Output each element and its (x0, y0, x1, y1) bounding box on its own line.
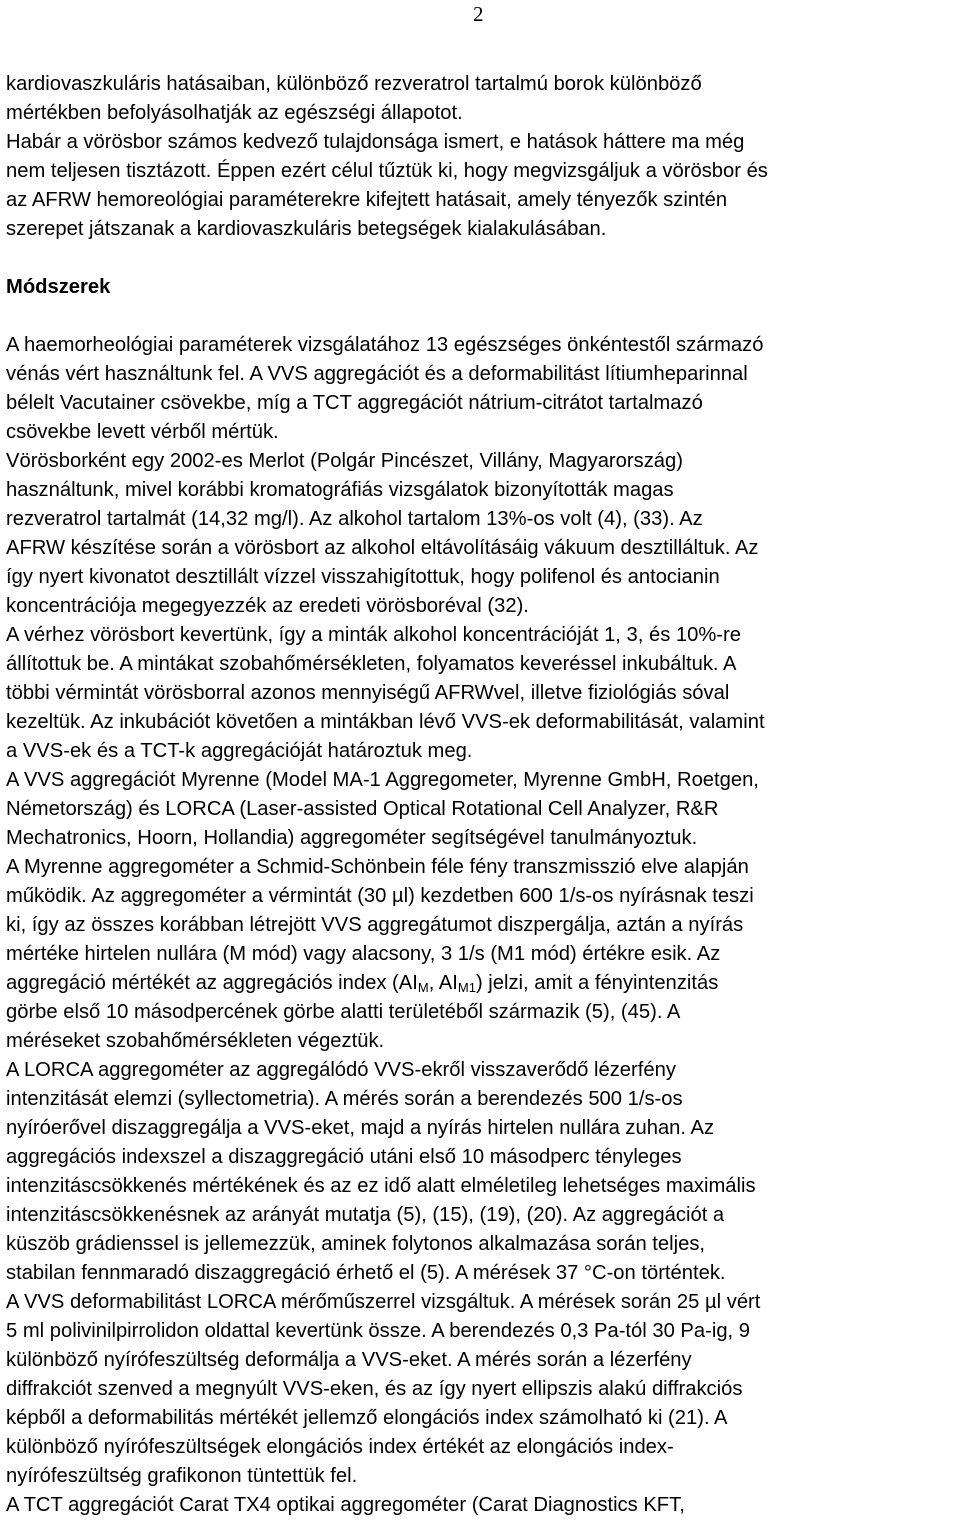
text-line: stabilan fennmaradó diszaggregáció érhető el (5). A mérések 37 °C-on történtek. (6, 1262, 726, 1284)
text-line: a VVS-ek és a TCT-k aggregációját határoztuk meg. (6, 740, 473, 762)
text-line: különböző nyírófeszültség deformálja a VVS-eket. A mérés során a lézerfény (6, 1349, 692, 1371)
index-line-before: aggregáció mértékét az aggregációs index (AI (6, 972, 418, 994)
text-line: működik. Az aggregométer a vérmintát (30 µl) kezdetben 600 1/s-os nyírásnak teszi (6, 885, 754, 907)
text-line: A VVS aggregációt Myrenne (Model MA-1 Aggregometer, Myrenne GmbH, Roetgen, (6, 769, 759, 791)
text-line: ki, így az összes korábban létrejött VVS aggregátumot diszpergálja, aztán a nyírás (6, 914, 744, 936)
text-line: diffrakciót szenved a megnyúlt VVS-eken, és az így nyert ellipszis alakú diffrakciós (6, 1378, 743, 1400)
methods-paragraph-continued (6, 998, 956, 1520)
text-line: görbe első 10 másodpercének görbe alatti területéből származik (5), (45). A (6, 1001, 681, 1023)
text-line: Németország) és LORCA (Laser-assisted Optical Rotational Cell Analyzer, R&R (6, 798, 719, 820)
text-line: képből a deformabilitás mértékét jellemző elongációs index számolható ki (21). A (6, 1407, 728, 1429)
text-line: különböző nyírófeszültségek elongációs index értékét az elongációs index- (6, 1436, 674, 1458)
index-sub-m1: M1 (457, 980, 476, 995)
text-line: aggregációs indexszel a diszaggregáció utáni első 10 másodperc tényleges (6, 1146, 682, 1168)
text-line: A LORCA aggregométer az aggregálódó VVS-ekről visszaverődő lézerfény (6, 1059, 676, 1081)
text-line: A Myrenne aggregométer a Schmid-Schönbein féle fény transzmisszió elve alapján (6, 856, 749, 878)
text-line: intenzitáscsökkenés mértékének és az ez idő alatt elméletileg lehetséges maximális (6, 1175, 756, 1197)
text-line: nyíróerővel diszaggregálja a VVS-eket, majd a nyírás hirtelen nullára zuhan. Az (6, 1117, 715, 1139)
text-line: kardiovaszkuláris hatásaiban, különböző rezveratrol tartalmú borok különböző (6, 73, 702, 95)
index-sub-m: M (417, 980, 429, 995)
text-line: intenzitáscsökkenésnek az arányát mutatja (5), (15), (19), (20). Az aggregációt a (6, 1204, 725, 1226)
text-line: AFRW készítése során a vörösbort az alkohol eltávolításáig vákuum desztilláltuk. Az (6, 537, 759, 559)
text-line: mértéke hirtelen nullára (M mód) vagy alacsony, 3 1/s (M1 mód) értékre esik. Az (6, 943, 721, 965)
text-line: mértékben befolyásolhatják az egészségi állapotot. (6, 102, 463, 124)
text-line: nem teljesen tisztázott. Éppen ezért célul tűztük ki, hogy megvizsgáljuk a vörösbor és (6, 160, 768, 182)
text-line: szerepet játszanak a kardiovaszkuláris betegségek kialakulásában. (6, 218, 607, 240)
text-line: méréseket szobahőmérsékleten végeztük. (6, 1030, 385, 1052)
page-number: 2 (473, 2, 484, 26)
index-line-middle: , AI (428, 972, 458, 994)
section-heading: Módszerek (6, 276, 111, 298)
text-line: Habár a vörösbor számos kedvező tulajdonsága ismert, e hatások háttere ma még (6, 131, 745, 153)
text-line: állítottuk be. A mintákat szobahőmérsékleten, folyamatos keveréssel inkubáltuk. A (6, 653, 737, 675)
text-line: intenzitását elemzi (syllectometria). A mérés során a berendezés 500 1/s-os (6, 1088, 683, 1110)
text-line: 5 ml polivinilpirrolidon oldattal kevertünk össze. A berendezés 0,3 Pa-tól 30 Pa-ig, 9 (6, 1320, 750, 1342)
document-body (6, 70, 956, 1520)
methods-paragraph (6, 331, 956, 969)
text-line: koncentrációja megegyezzék az eredeti vörösboréval (32). (6, 595, 529, 617)
intro-paragraph (6, 70, 956, 244)
text-line: többi vérmintát vörösborral azonos mennyiségű AFRWvel, illetve fiziológiás sóval (6, 682, 730, 704)
text-line: A TCT aggregációt Carat TX4 optikai aggregométer (Carat Diagnostics KFT, (6, 1494, 685, 1516)
text-line: A VVS deformabilitást LORCA mérőműszerrel vizsgáltuk. A mérések során 25 µl vért (6, 1291, 761, 1313)
text-line: Mechatronics, Hoorn, Hollandia) aggregométer segítségével tanulmányoztuk. (6, 827, 698, 849)
text-line: így nyert kivonatot desztillált vízzel visszahigítottuk, hogy polifenol és antocianin (6, 566, 720, 588)
text-line: használtunk, mivel korábbi kromatográfiás vizsgálatok bizonyították magas (6, 479, 674, 501)
text-line: A haemorheológiai paraméterek vizsgálatához 13 egészséges önkéntestől származó (6, 334, 764, 356)
text-line: küszöb grádienssel is jellemezzük, aminek folytonos alkalmazása során teljes, (6, 1233, 706, 1255)
text-line: vénás vért használtunk fel. A VVS aggregációt és a deformabilitást lítiumheparinnal (6, 363, 748, 385)
aggregation-index-line (6, 969, 956, 998)
text-line: nyírófeszültség grafikonon tüntettük fel. (6, 1465, 358, 1487)
index-line-after: ) jelzi, amit a fényintenzitás (475, 972, 719, 994)
text-line: Vörösborként egy 2002-es Merlot (Polgár Pincészet, Villány, Magyarország) (6, 450, 683, 472)
text-line: csövekbe levett vérből mértük. (6, 421, 279, 443)
text-line: A vérhez vörösbort kevertünk, így a minták alkohol koncentrációját 1, 3, és 10%-re (6, 624, 741, 646)
text-line: rezveratrol tartalmát (14,32 mg/l). Az alkohol tartalom 13%-os volt (4), (33). Az (6, 508, 703, 530)
text-line: az AFRW hemoreológiai paraméterekre kifejtett hatásait, amely tényezők szintén (6, 189, 728, 211)
text-line: bélelt Vacutainer csövekbe, míg a TCT aggregációt nátrium-citrátot tartalmazó (6, 392, 703, 414)
text-line: kezeltük. Az inkubációt követően a mintákban lévő VVS-ek deformabilitását, valamint (6, 711, 765, 733)
